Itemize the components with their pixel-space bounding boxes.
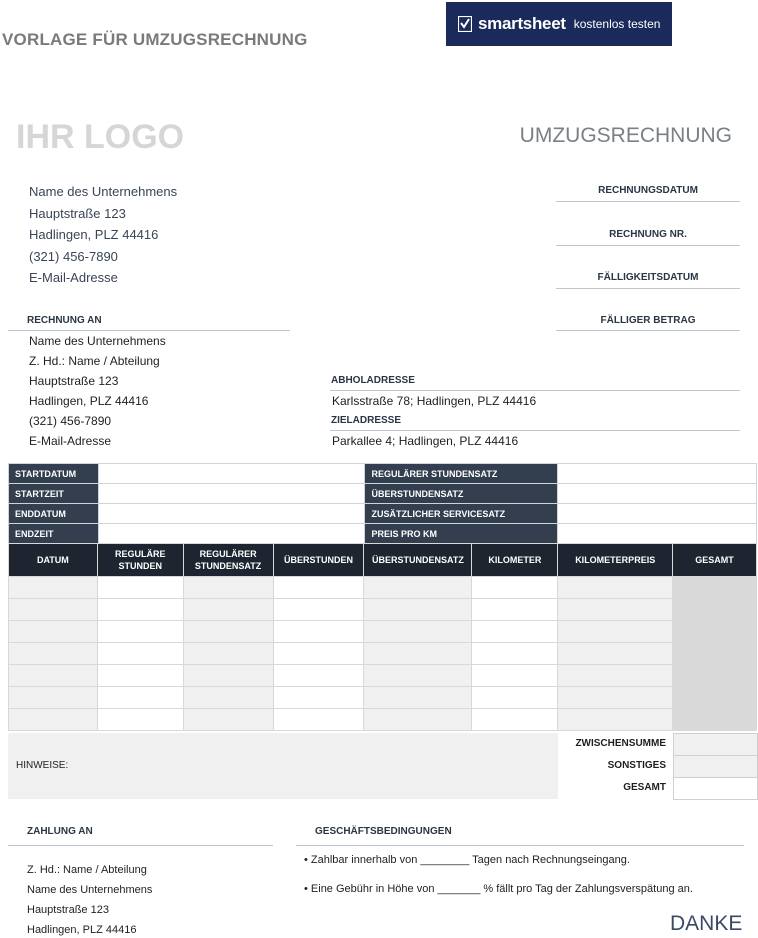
table-cell[interactable] bbox=[9, 687, 98, 709]
table-cell[interactable] bbox=[9, 643, 98, 665]
table-row bbox=[9, 709, 757, 731]
table-cell[interactable] bbox=[97, 643, 183, 665]
invoice-title: UMZUGSRECHNUNG bbox=[519, 124, 732, 147]
notes-area[interactable] bbox=[8, 733, 558, 799]
table-cell[interactable] bbox=[558, 621, 673, 643]
col-overtime-rate-header: ÜBERSTUNDENSATZ bbox=[364, 544, 472, 577]
regular-rate-label: REGULÄRER STUNDENSATZ bbox=[365, 464, 558, 484]
table-cell[interactable] bbox=[273, 577, 364, 599]
thanks-text: DANKE bbox=[670, 912, 743, 935]
pickup-address-value[interactable]: Karlsstraße 78; Hadlingen, PLZ 44416 bbox=[332, 394, 537, 408]
table-cell[interactable] bbox=[673, 621, 757, 643]
table-cell[interactable] bbox=[364, 709, 472, 731]
regular-rate-input[interactable] bbox=[558, 464, 757, 484]
table-cell[interactable] bbox=[364, 599, 472, 621]
company-phone[interactable]: (321) 456-7890 bbox=[29, 249, 118, 264]
table-cell[interactable] bbox=[183, 621, 273, 643]
table-cell[interactable] bbox=[364, 665, 472, 687]
table-cell[interactable] bbox=[472, 665, 558, 687]
overtime-rate-input[interactable] bbox=[558, 484, 757, 504]
col-total-header: GESAMT bbox=[673, 544, 757, 577]
table-row bbox=[9, 621, 757, 643]
start-time-input[interactable] bbox=[98, 484, 365, 504]
other-label: SONSTIGES bbox=[607, 760, 666, 771]
document-title: VORLAGE FÜR UMZUGSRECHNUNG bbox=[2, 30, 308, 49]
amount-due-field[interactable] bbox=[556, 330, 740, 331]
payment-attn[interactable]: Z. Hd.: Name / Abteilung bbox=[27, 864, 147, 876]
company-city[interactable]: Hadlingen, PLZ 44416 bbox=[29, 227, 159, 242]
invoice-number-label: RECHNUNG NR. bbox=[609, 229, 687, 240]
overtime-rate-label: ÜBERSTUNDENSATZ bbox=[365, 484, 558, 504]
table-cell[interactable] bbox=[97, 709, 183, 731]
notes-label: HINWEISE: bbox=[16, 760, 69, 771]
bill-to-attn[interactable]: Z. Hd.: Name / Abteilung bbox=[29, 354, 160, 368]
price-per-km-label: PREIS PRO KM bbox=[365, 524, 558, 544]
table-cell[interactable] bbox=[183, 687, 273, 709]
other-value[interactable] bbox=[673, 755, 758, 778]
end-date-label: ENDDATUM bbox=[9, 504, 99, 524]
table-cell[interactable] bbox=[558, 599, 673, 621]
company-email[interactable]: E-Mail-Adresse bbox=[29, 270, 118, 285]
invoice-number-field[interactable] bbox=[556, 245, 740, 246]
terms-divider bbox=[296, 845, 744, 846]
start-time-label: STARTZEIT bbox=[9, 484, 99, 504]
col-regular-rate-header: REGULÄRER STUNDENSATZ bbox=[183, 544, 273, 577]
table-cell[interactable] bbox=[558, 687, 673, 709]
table-cell[interactable] bbox=[183, 599, 273, 621]
amount-due-label: FÄLLIGER BETRAG bbox=[600, 315, 696, 326]
table-cell[interactable] bbox=[472, 687, 558, 709]
destination-address-label: ZIELADRESSE bbox=[331, 415, 402, 426]
table-cell[interactable] bbox=[472, 577, 558, 599]
bill-to-name[interactable]: Name des Unternehmens bbox=[29, 334, 166, 348]
destination-divider bbox=[330, 430, 740, 431]
table-row bbox=[9, 577, 757, 599]
table-cell[interactable] bbox=[273, 621, 364, 643]
table-cell[interactable] bbox=[273, 599, 364, 621]
table-cell[interactable] bbox=[364, 643, 472, 665]
table-cell[interactable] bbox=[673, 687, 757, 709]
table-cell[interactable] bbox=[97, 599, 183, 621]
end-time-input[interactable] bbox=[98, 524, 365, 544]
table-cell[interactable] bbox=[558, 665, 673, 687]
smartsheet-logo-icon bbox=[458, 16, 472, 32]
table-row bbox=[9, 599, 757, 621]
table-row bbox=[9, 643, 757, 665]
table-cell[interactable] bbox=[97, 577, 183, 599]
bill-to-city[interactable]: Hadlingen, PLZ 44416 bbox=[29, 394, 149, 408]
table-cell[interactable] bbox=[673, 709, 757, 731]
table-cell[interactable] bbox=[558, 643, 673, 665]
col-date-header: DATUM bbox=[9, 544, 98, 577]
line-items-table bbox=[8, 543, 757, 731]
smartsheet-trial-banner[interactable] bbox=[446, 2, 672, 46]
payment-name[interactable]: Name des Unternehmens bbox=[27, 884, 153, 896]
bill-to-divider bbox=[8, 330, 290, 331]
table-cell[interactable] bbox=[97, 621, 183, 643]
table-cell[interactable] bbox=[97, 687, 183, 709]
payment-city[interactable]: Hadlingen, PLZ 44416 bbox=[27, 924, 137, 936]
table-cell[interactable] bbox=[472, 709, 558, 731]
table-cell[interactable] bbox=[273, 687, 364, 709]
start-date-label: STARTDATUM bbox=[9, 464, 99, 484]
terms-line-1[interactable]: • Zahlbar innerhalb von ________ Tagen nach Rechnungseingang. bbox=[304, 854, 630, 866]
subtotal-value[interactable] bbox=[673, 733, 758, 756]
table-cell[interactable] bbox=[9, 577, 98, 599]
table-cell[interactable] bbox=[183, 577, 273, 599]
payment-to-label: ZAHLUNG AN bbox=[27, 826, 93, 837]
grand-total-value[interactable] bbox=[673, 777, 758, 800]
company-name[interactable]: Name des Unternehmens bbox=[29, 184, 178, 199]
table-cell[interactable] bbox=[9, 665, 98, 687]
col-km-price-header: KILOMETERPREIS bbox=[558, 544, 673, 577]
table-cell[interactable] bbox=[183, 709, 273, 731]
table-cell[interactable] bbox=[97, 665, 183, 687]
payment-divider bbox=[8, 845, 273, 846]
table-row bbox=[9, 665, 757, 687]
price-per-km-input[interactable] bbox=[558, 524, 757, 544]
bill-to-email[interactable]: E-Mail-Adresse bbox=[29, 434, 112, 448]
table-cell[interactable] bbox=[273, 709, 364, 731]
terms-label: GESCHÄFTSBEDINGUNGEN bbox=[315, 826, 452, 837]
table-cell[interactable] bbox=[9, 599, 98, 621]
bill-to-label: RECHNUNG AN bbox=[27, 315, 102, 326]
pickup-address-label: ABHOLADRESSE bbox=[331, 375, 415, 386]
table-cell[interactable] bbox=[558, 577, 673, 599]
extra-service-rate-label: ZUSÄTZLICHER SERVICESATZ bbox=[365, 504, 558, 524]
col-km-header: KILOMETER bbox=[472, 544, 558, 577]
table-cell[interactable] bbox=[673, 665, 757, 687]
table-cell[interactable] bbox=[273, 665, 364, 687]
banner-cta: kostenlos testen bbox=[573, 17, 661, 31]
col-overtime-header: ÜBERSTUNDEN bbox=[273, 544, 364, 577]
table-cell[interactable] bbox=[183, 665, 273, 687]
extra-service-rate-input[interactable] bbox=[558, 504, 757, 524]
bill-to-phone[interactable]: (321) 456-7890 bbox=[29, 414, 112, 428]
invoice-date-label: RECHNUNGSDATUM bbox=[598, 185, 698, 196]
table-cell[interactable] bbox=[558, 709, 673, 731]
col-regular-hours-header: REGULÄRE STUNDEN bbox=[97, 544, 183, 577]
bill-to-street[interactable]: Hauptstraße 123 bbox=[29, 374, 119, 388]
payment-street[interactable]: Hauptstraße 123 bbox=[27, 904, 109, 916]
table-cell[interactable] bbox=[364, 577, 472, 599]
logo-placeholder[interactable]: IHR LOGO bbox=[16, 118, 185, 156]
due-date-field[interactable] bbox=[556, 288, 740, 289]
subtotal-label: ZWISCHENSUMME bbox=[575, 738, 666, 749]
invoice-date-field[interactable] bbox=[556, 201, 740, 202]
table-cell[interactable] bbox=[9, 621, 98, 643]
table-cell[interactable] bbox=[364, 621, 472, 643]
table-cell[interactable] bbox=[9, 709, 98, 731]
end-date-input[interactable] bbox=[98, 504, 365, 524]
table-cell[interactable] bbox=[183, 643, 273, 665]
end-time-label: ENDZEIT bbox=[9, 524, 99, 544]
table-cell[interactable] bbox=[673, 577, 757, 599]
table-cell[interactable] bbox=[673, 599, 757, 621]
pickup-divider bbox=[330, 390, 740, 391]
table-cell[interactable] bbox=[673, 643, 757, 665]
company-street[interactable]: Hauptstraße 123 bbox=[29, 206, 126, 221]
table-row bbox=[9, 687, 757, 709]
start-date-input[interactable] bbox=[98, 464, 365, 484]
table-cell[interactable] bbox=[273, 643, 364, 665]
destination-address-value[interactable]: Parkallee 4; Hadlingen, PLZ 44416 bbox=[332, 434, 519, 448]
table-cell[interactable] bbox=[472, 599, 558, 621]
table-cell[interactable] bbox=[364, 687, 472, 709]
terms-line-2[interactable]: • Eine Gebühr in Höhe von _______ % fällt pro Tag der Zahlungsverspätung an. bbox=[304, 883, 693, 895]
job-info-table bbox=[8, 463, 757, 544]
banner-brand: smartsheet bbox=[478, 14, 566, 33]
table-cell[interactable] bbox=[472, 643, 558, 665]
table-cell[interactable] bbox=[472, 621, 558, 643]
grand-total-label: GESAMT bbox=[623, 782, 666, 793]
due-date-label: FÄLLIGKEITSDATUM bbox=[597, 272, 699, 283]
